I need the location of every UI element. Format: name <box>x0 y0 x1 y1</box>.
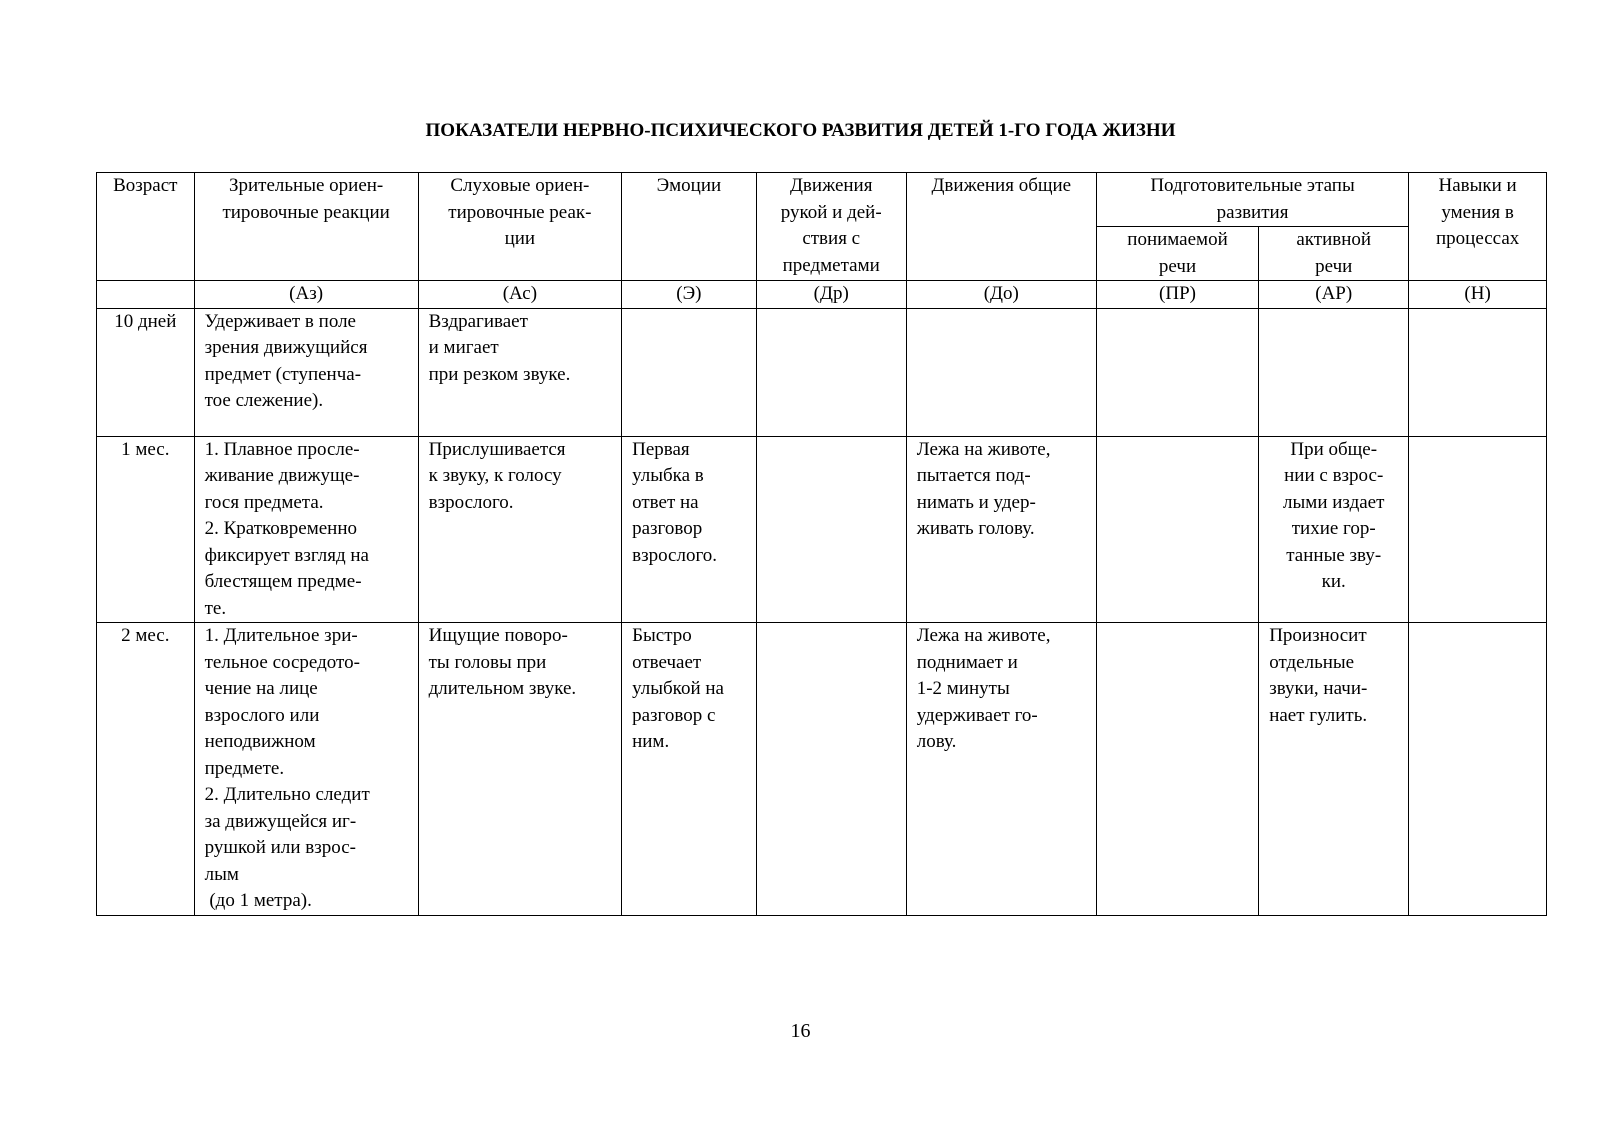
code-cell: (До) <box>906 281 1096 309</box>
hand-cell <box>756 436 906 623</box>
code-cell: (АР) <box>1259 281 1409 309</box>
general-cell <box>906 308 1096 436</box>
header-age: Возраст <box>97 173 195 281</box>
code-cell: (Др) <box>756 281 906 309</box>
header-row-1 <box>97 173 1547 227</box>
active-speech-cell: Произносит отдельные звуки, начи- нает гулить. <box>1259 623 1409 916</box>
page-title: ПОКАЗАТЕЛИ НЕРВНО-ПСИХИЧЕСКОГО РАЗВИТИЯ ДЕТЕЙ 1-ГО ГОДА ЖИЗНИ <box>425 120 1176 141</box>
hand-cell <box>756 308 906 436</box>
passive-speech-cell <box>1096 436 1258 623</box>
code-cell: (Э) <box>622 281 757 309</box>
table-row <box>97 623 1547 916</box>
age-cell: 2 мес. <box>97 623 195 916</box>
code-cell: (Н) <box>1409 281 1547 309</box>
header-speech-group: Подготовительные этапы развития <box>1096 173 1408 227</box>
header-active-speech: активной речи <box>1259 227 1409 281</box>
passive-speech-cell <box>1096 308 1258 436</box>
age-cell: 10 дней <box>97 308 195 436</box>
auditory-cell: Прислушивается к звуку, к голосу взрослого. <box>418 436 621 623</box>
active-speech-cell: При обще- нии с взрос- лыми издает тихие гор- танные зву- ки. <box>1259 436 1409 623</box>
active-speech-cell <box>1259 308 1409 436</box>
skills-cell <box>1409 436 1547 623</box>
emotions-cell <box>622 308 757 436</box>
header-passive-speech: понимаемой речи <box>1096 227 1258 281</box>
header-general-movements: Движения общие <box>906 173 1096 281</box>
development-table <box>96 172 1547 916</box>
code-cell: (Аз) <box>194 281 418 309</box>
table-row <box>97 436 1547 623</box>
visual-cell: 1. Длительное зри- тельное сосредото- чение на лице взрослого или неподвижном предмете. 2. Длительно следит за движущейся иг- рушкой или взрос- лым (до 1 метра). <box>194 623 418 916</box>
skills-cell <box>1409 308 1547 436</box>
code-cell: (Ас) <box>418 281 621 309</box>
auditory-cell: Вздрагивает и мигает при резком звуке. <box>418 308 621 436</box>
table-row <box>97 308 1547 436</box>
header-auditory: Слуховые ориен- тировочные реак- ции <box>418 173 621 281</box>
skills-cell <box>1409 623 1547 916</box>
auditory-cell: Ищущие поворо- ты головы при длительном звуке. <box>418 623 621 916</box>
code-row <box>97 281 1547 309</box>
visual-cell: 1. Плавное просле- живание движуще- гося предмета. 2. Кратковременно фиксирует взгляд на блестящем предме- те. <box>194 436 418 623</box>
header-hand-movements: Движения рукой и дей- ствия с предметами <box>756 173 906 281</box>
passive-speech-cell <box>1096 623 1258 916</box>
general-cell: Лежа на животе, поднимает и 1-2 минуты удерживает го- лову. <box>906 623 1096 916</box>
code-cell: (ПР) <box>1096 281 1258 309</box>
header-skills: Навыки и умения в процессах <box>1409 173 1547 281</box>
emotions-cell: Быстро отвечает улыбкой на разговор с ним. <box>622 623 757 916</box>
general-cell: Лежа на животе, пытается под- нимать и удер- живать голову. <box>906 436 1096 623</box>
visual-cell: Удерживает в поле зрения движущийся предмет (ступенча- тое слежение). <box>194 308 418 436</box>
age-cell: 1 мес. <box>97 436 195 623</box>
hand-cell <box>756 623 906 916</box>
header-emotions: Эмоции <box>622 173 757 281</box>
page-number: 16 <box>790 1020 811 1042</box>
emotions-cell: Первая улыбка в ответ на разговор взрослого. <box>622 436 757 623</box>
header-visual: Зрительные ориен- тировочные реакции <box>194 173 418 281</box>
code-cell <box>97 281 195 309</box>
